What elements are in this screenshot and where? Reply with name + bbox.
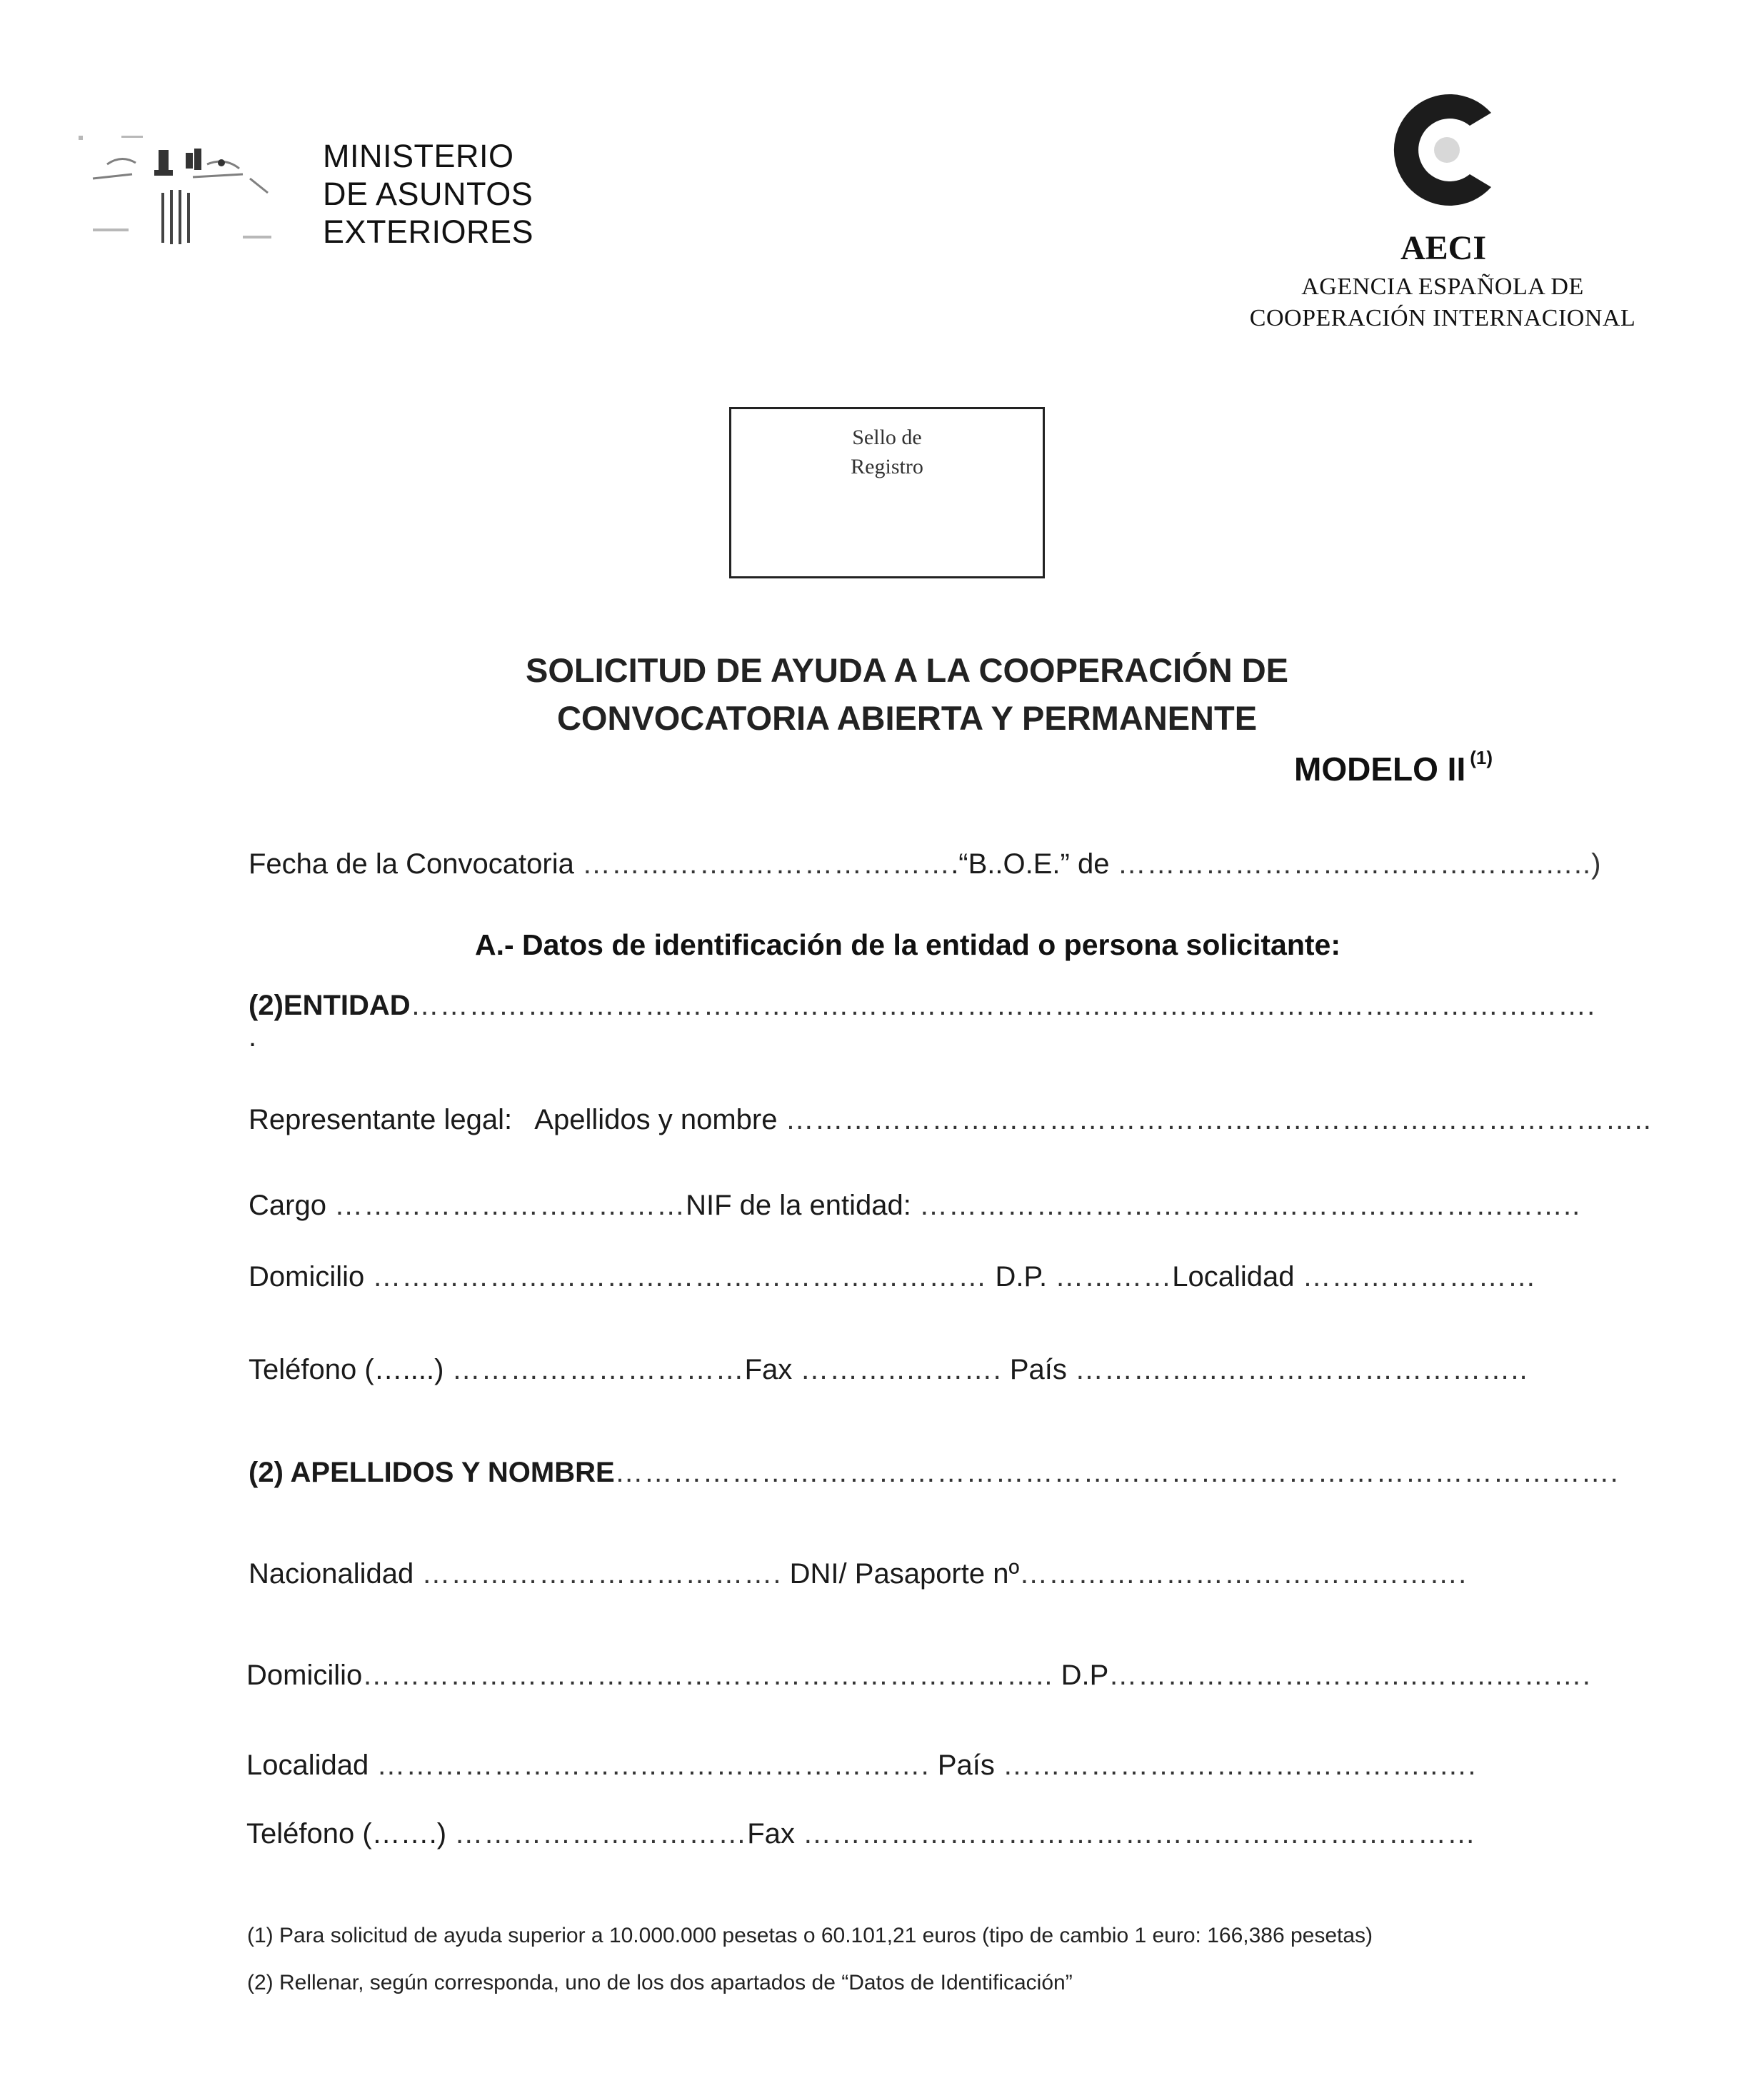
apellidos-nombre-row bbox=[249, 1457, 1619, 1489]
localidad-label: Localidad bbox=[1172, 1261, 1295, 1293]
agency-name-line-2: COOPERACIÓN INTERNACIONAL bbox=[1249, 305, 1636, 331]
dni-label: DNI/ Pasaporte nº bbox=[789, 1558, 1020, 1590]
cargo-field[interactable]: ……………………………… bbox=[334, 1190, 686, 1221]
dp2-label: D.P bbox=[1061, 1660, 1109, 1691]
localidad2-label: Localidad bbox=[246, 1750, 369, 1781]
model-name: MODELO II bbox=[1294, 751, 1466, 788]
ministry-coat-of-arms-emblem bbox=[79, 121, 300, 257]
domicilio2-field[interactable]: …………………………………………………………….. bbox=[362, 1660, 1053, 1691]
telefono2-field[interactable]: ………………………… bbox=[454, 1818, 748, 1849]
pais-field[interactable]: ……….…..………………………….. bbox=[1075, 1354, 1528, 1385]
ministry-name-line-2: DE ASUNTOS bbox=[323, 176, 533, 212]
agency-acronym: AECI bbox=[1400, 229, 1487, 267]
pais2-field[interactable]: ……………….……………………..…. bbox=[1003, 1750, 1477, 1781]
model-label bbox=[1294, 747, 1493, 788]
telefono2-label: Teléfono (…….) bbox=[246, 1818, 447, 1849]
domicilio-label: Domicilio bbox=[249, 1261, 365, 1293]
entidad-row bbox=[249, 990, 1595, 1022]
entidad-label: (2)ENTIDAD bbox=[249, 990, 411, 1021]
pais-label: País bbox=[1009, 1354, 1067, 1385]
title-line-1: SOLICITUD DE AYUDA A LA COOPERACIÓN DE bbox=[525, 651, 1288, 689]
dp2-field[interactable]: …………………………..……..………. bbox=[1108, 1660, 1591, 1691]
domicilio-field[interactable]: ……………………………………………………… bbox=[372, 1261, 988, 1293]
convocatoria-date-row bbox=[249, 848, 1601, 880]
fax-field[interactable]: ………..………. bbox=[800, 1354, 1002, 1385]
nacionalidad-row bbox=[249, 1558, 1467, 1590]
title-line-2: CONVOCATORIA ABIERTA Y PERMANENTE bbox=[556, 699, 1258, 737]
telefono-row bbox=[249, 1354, 1528, 1386]
dni-field[interactable]: ………………………………………. bbox=[1019, 1558, 1468, 1590]
footnote-1: (1) Para solicitud de ayuda superior a 10.000.000 pesetas o 60.101,21 euros (tipo de cambio 1 euro: 166,386 pesetas) bbox=[247, 1924, 1373, 1947]
nacionalidad-field[interactable]: ………………………………. bbox=[421, 1558, 782, 1590]
boe-field[interactable]: ……………………………………..…..) bbox=[1117, 848, 1602, 880]
fax-label: Fax bbox=[744, 1354, 793, 1385]
fax2-label: Fax bbox=[747, 1818, 795, 1849]
entidad-field[interactable]: ……………………………………………………………..…………………………..………………. bbox=[410, 990, 1596, 1021]
fecha-field[interactable]: ……………..………………… bbox=[581, 848, 951, 880]
ministry-name-line-3: EXTERIORES bbox=[323, 214, 534, 250]
cargo-label: Cargo bbox=[249, 1190, 326, 1221]
registry-stamp-label bbox=[729, 423, 1045, 481]
representante-name-field[interactable]: …………………………………………………………………………….. bbox=[785, 1104, 1652, 1135]
section-a-heading: A.- Datos de identificación de la entidad o persona solicitante: bbox=[475, 928, 1340, 961]
fax2-field[interactable]: …………………………………………………………… bbox=[803, 1818, 1477, 1849]
aeci-c-logo bbox=[1375, 86, 1511, 214]
representante-label: Representante legal: bbox=[249, 1104, 513, 1135]
boe-label: .“B..O.E.” de bbox=[951, 848, 1110, 880]
telefono-label: Teléfono (…....) bbox=[249, 1354, 444, 1385]
localidad2-row bbox=[246, 1750, 1476, 1782]
pais2-label: País bbox=[937, 1750, 995, 1781]
localidad-field[interactable]: …………………… bbox=[1302, 1261, 1537, 1293]
stamp-label-line-1: Sello de bbox=[852, 426, 922, 449]
fecha-label: Fecha de la Convocatoria bbox=[249, 848, 574, 880]
stamp-label-line-2: Registro bbox=[851, 455, 923, 478]
nif-label: NIF de la entidad: bbox=[686, 1190, 911, 1221]
apellidos-nombre-heading: (2) APELLIDOS Y NOMBRE bbox=[249, 1457, 615, 1488]
localidad2-field[interactable]: ………………………..………………………. bbox=[376, 1750, 930, 1781]
telefono2-row bbox=[246, 1818, 1476, 1850]
domicilio2-row bbox=[246, 1660, 1591, 1692]
apellidos-nombre-label: Apellidos y nombre bbox=[534, 1104, 778, 1135]
document-title bbox=[400, 646, 1414, 742]
agency-full-name bbox=[1214, 271, 1671, 334]
dp-label: D.P. bbox=[995, 1261, 1048, 1293]
domicilio-row bbox=[249, 1261, 1537, 1293]
dp-field[interactable]: ………… bbox=[1055, 1261, 1173, 1293]
nif-field[interactable]: ………………………………………………………….. bbox=[918, 1190, 1581, 1221]
ministry-name-line-1: MINISTERIO bbox=[323, 138, 514, 174]
telefono-field[interactable]: ………………………… bbox=[451, 1354, 745, 1385]
ministry-name bbox=[323, 137, 533, 251]
domicilio2-label: Domicilio bbox=[246, 1660, 363, 1691]
cargo-nif-row bbox=[249, 1190, 1580, 1222]
model-footnote-ref: (1) bbox=[1470, 747, 1493, 768]
agency-name-line-1: AGENCIA ESPAÑOLA DE bbox=[1301, 273, 1584, 300]
apellidos-nombre-field[interactable]: …………………………………………………………………………………………. bbox=[614, 1457, 1619, 1488]
nacionalidad-label: Nacionalidad bbox=[249, 1558, 414, 1590]
footnote-2: (2) Rellenar, según corresponda, uno de los dos apartados de “Datos de Identificación” bbox=[247, 1971, 1073, 1994]
representante-row bbox=[249, 1104, 1652, 1136]
entidad-continuation: . bbox=[249, 1021, 257, 1053]
